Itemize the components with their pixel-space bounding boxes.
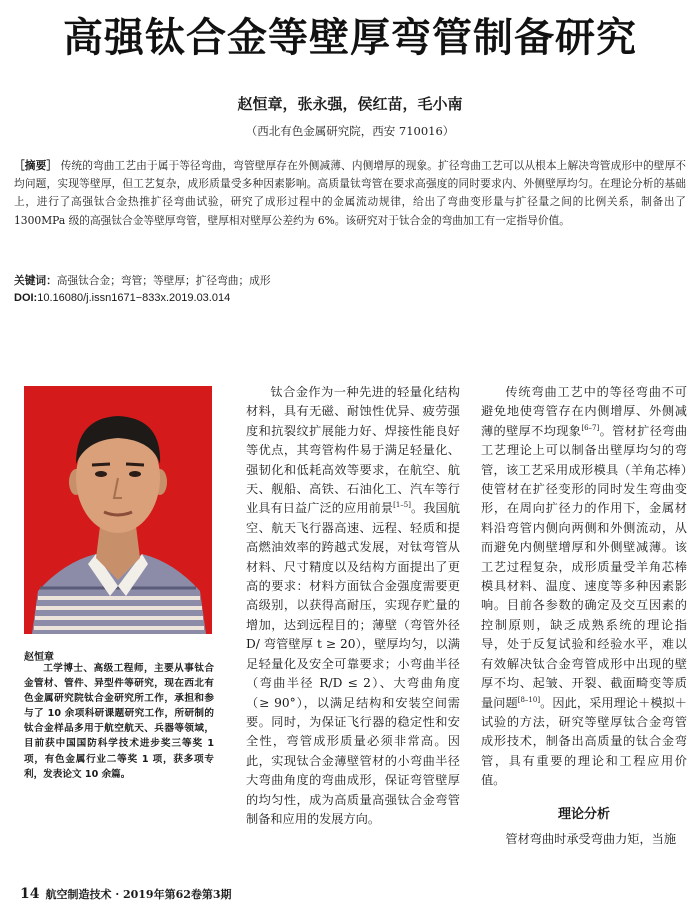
section-heading: 理论分析 xyxy=(557,806,610,822)
abstract-label: ［摘要］ xyxy=(14,159,58,172)
body-text: 传统弯曲工艺中的等径弯曲不可避免地使弯管存在内侧增厚、外侧减薄的壁厚不均现象 xyxy=(481,385,687,438)
keywords xyxy=(14,273,686,289)
doi-label: DOI: xyxy=(14,292,38,304)
bio-text: 工学博士、高级工程师，主要从事钛合金管材、管件、异型件等研究，现在西北有色金属研究院钛合金研究所工作，承担和参与了 10 余项科研课题研究工作，所研制的钛合金样品多用于航空航天、兵器等领域，目前获中国国防科学技术进步奖三等奖 1 项，有色金属行业二等奖 1 项，获多项专利，发表论文 10 余篇。 xyxy=(24,663,214,780)
citation: [1–5] xyxy=(393,501,411,510)
article-title: 高强钛合金等壁厚弯管制备研究 xyxy=(63,15,637,61)
body-text: 钛合金作为一种先进的轻量化结构材料，具有无磁、耐蚀性优异、疲劳强度和抗裂纹扩展能力好、焊接性能良好等优点，其弯管构件易于满足轻量化、强韧化和低耗高效等要求，在航空、航天、舰船、高铁、石油化工、汽车等行业具有日益广泛的应用前景 xyxy=(246,385,460,516)
body-text: 。管材扩径弯曲工艺理论上可以制备出壁厚均匀的弯管，该工艺采用成形模具（羊角芯棒）使管材在扩径变形的同时发生弯曲变形，在周向扩径力的作用下，金属材料沿弯管内侧向两侧和外侧流动，从而避免内侧壁增厚和外侧壁减薄。该工艺过程复杂，成形质量受羊角芯棒模具材料、温度、速度等多种因素影响。目前各参数的确定及交互因素的控制原则，缺乏成熟系统的理论指导，处于反复试验和经验水平，难以有效解决钛合金弯管成形中出现的壁厚不均、起皱、开裂、截面畸变等质量问题 xyxy=(481,423,688,710)
page-footer xyxy=(20,886,232,902)
body-column-2 xyxy=(481,383,687,849)
keywords-label: 关键词： xyxy=(14,274,57,287)
author-photo xyxy=(24,386,212,634)
doi-text: 10.16080/j.issn1671−833x.2019.03.014 xyxy=(37,292,231,304)
body-text: 。我国航空、航天飞行器高速、远程、轻质和提高燃油效率的跨越式发展，对钛弯管从材料、尺寸精度以及结构方面提出了更高的要求：材料方面钛合金强度需要更高级别，以获得高耐压，实现存贮量的增加，达到远程目的；薄壁（弯管外径 D/ 弯管壁厚 t ≥ 20），壁厚均匀，以满足轻量化及安全可靠要求；小弯曲半径（弯曲半径 R/D ≤ 2）、大弯曲角度（≥ 90°），以满足结构和安装空间需要。同时，为保证飞行器的稳定性和安全性，弯管成形质量必须非常高。因此，实现钛合金薄壁管材的小弯曲半径大弯曲角度的弯曲成形，保证弯管壁厚的均匀性，成为高质量高强钛合金弯管制备和应用的发展方向。 xyxy=(246,501,460,826)
abstract-text: 传统的弯曲工艺由于属于等径弯曲，弯管壁厚存在外侧减薄、内侧增厚的现象。扩径弯曲工艺可以从根本上解决弯管成形中的壁厚不均问题，实现等壁厚，但工艺复杂，成形质量受多种因素影响。高质量钛弯管在要求高强度的同时要求内、外侧壁厚均匀。在理论分析的基础上，进行了高强钛合金热推扩径弯曲试验，研究了成形过程中的金属流动规律，给出了弯曲变形量与扩径量之间的比例关系，制备出了 1300MPa 级的高强钛合金等壁厚弯管，壁厚相对壁厚公差约为 6%。该研究对于钛合金的弯曲加工有一定指导价值。 xyxy=(14,159,686,227)
doi xyxy=(14,292,686,304)
bio-author-name: 赵恒章 xyxy=(24,652,54,663)
author-list: 赵恒章，张永强，侯红苗，毛小南 xyxy=(237,95,463,113)
body-text: 。因此，采用理论＋模拟＋试验的方法，研究等壁厚钛合金弯管成形技术，制备出高质量的钛合金弯管，具有重要的理论和工程应用价值。 xyxy=(481,695,687,788)
author-portrait-illustration xyxy=(24,386,212,634)
citation: [6–7] xyxy=(581,423,600,432)
body-paragraph: 管材弯曲时承受弯曲力矩，当施 xyxy=(505,831,677,846)
body-column-1 xyxy=(246,383,460,829)
page-number: 14 xyxy=(20,886,40,902)
affiliation: （西北有色金属研究院，西安 710016） xyxy=(245,124,455,138)
journal-info: 航空制造技术 · 2019年第62卷第3期 xyxy=(45,888,232,901)
keywords-text: 高强钛合金；弯管；等壁厚；扩径弯曲；成形 xyxy=(56,274,271,287)
citation: [8–10] xyxy=(517,695,541,704)
abstract xyxy=(14,157,686,230)
body-paragraph xyxy=(246,383,460,829)
body-paragraph xyxy=(481,383,687,791)
